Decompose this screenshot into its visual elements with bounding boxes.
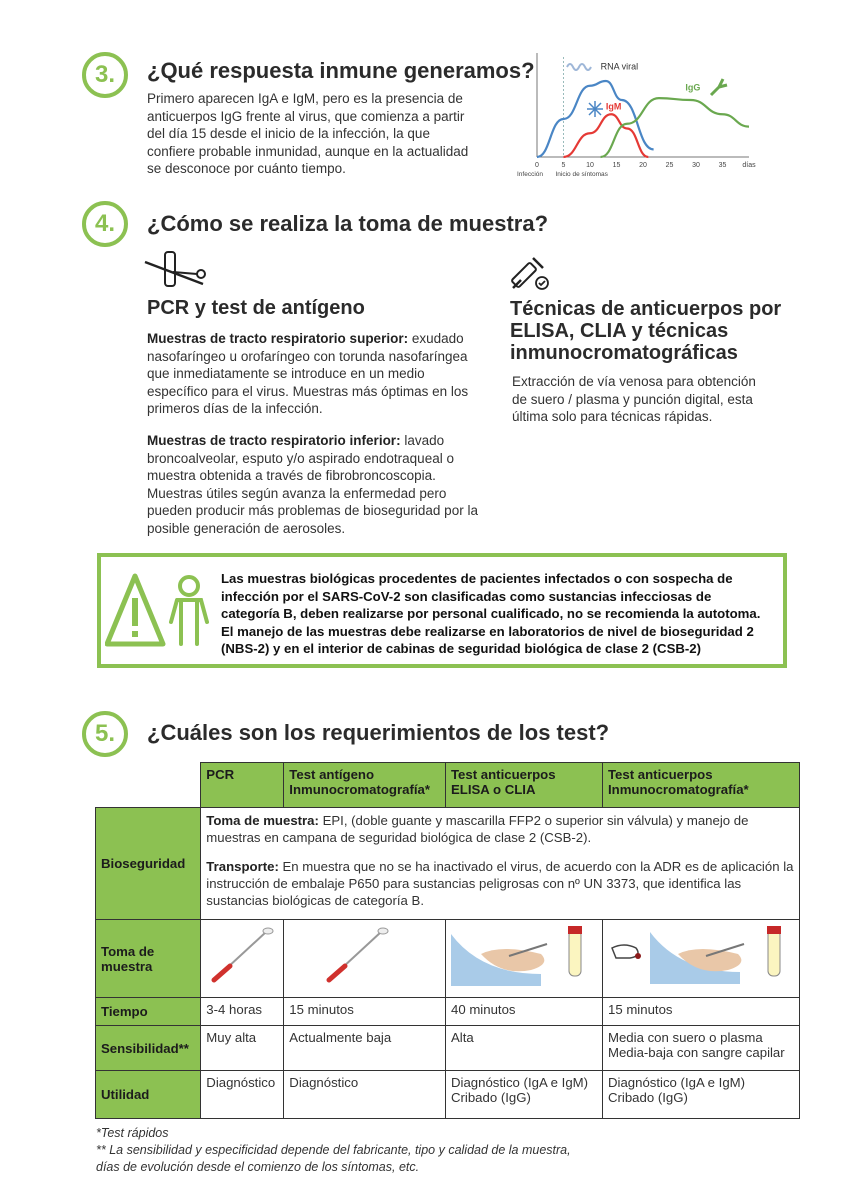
table-row <box>96 1071 800 1119</box>
x-tick-label: 25 <box>665 162 674 169</box>
warning-text: Las muestras biológicas procedentes de pacientes infectados o con sospecha de infección por el SARS-CoV-2 son clasificadas como sustancias infecciosas de categoría B, deben realizarse por personal cualificado, no se recomienda la autotoma. El manejo de las muestras debe realizarse en laboratorios de nivel de bioseguridad 2 (NBS-2) y en el interior de cabinas de seguridad biológica de clase 2 (CSB-2) <box>221 571 761 656</box>
table-header-row <box>96 763 800 808</box>
chart-series <box>537 81 749 157</box>
lower-tract-text: lavado broncoalveolar, esputo y/o aspirado endotraqueal o muestra obtenida a través de fibrobroncoscopia. Muestras útiles según avanza la enfermedad pero pueden producir más problemas de bioseguridad por la posible generación de aerosoles. <box>147 433 478 536</box>
sens-antigen: Actualmente baja <box>284 1026 446 1071</box>
tiempo-antigen: 15 minutos <box>284 998 446 1026</box>
section-4-number: 4. <box>82 201 128 247</box>
table-row <box>96 920 800 998</box>
table-row <box>96 808 800 920</box>
x-tick-label: 35 <box>718 162 727 169</box>
syringe-icon <box>509 252 553 292</box>
table-row <box>96 998 800 1026</box>
sens-pcr: Muy alta <box>201 1026 284 1071</box>
biohazard-warning-icon <box>105 572 215 650</box>
series-label: RNA viral <box>600 61 639 72</box>
section-3-number: 3. <box>82 52 128 98</box>
table-corner <box>96 763 201 808</box>
header-antibody-rapid: Test anticuerpos Inmunocromatografía* <box>602 763 799 808</box>
table-row <box>96 1026 800 1071</box>
toma-rapid-cell <box>602 920 799 998</box>
sens-elisa: Alta <box>445 1026 602 1071</box>
x-tick-label: 5 <box>561 162 566 169</box>
series-label: IgG <box>685 82 701 93</box>
row-label-sensibilidad: Sensibilidad** <box>96 1026 201 1071</box>
antibody-icon <box>711 79 727 95</box>
toma-antigen-cell <box>284 920 446 998</box>
transporte-label: Transporte: <box>206 859 279 874</box>
upper-tract-text: exudado nasofaríngeo u orofaríngeo con torunda nasofaríngea que inmediatamente se introduce en un medio específico para el virus. Muestras más óptimas en los primeros días de la infección. <box>147 331 469 416</box>
x-tick-label: 0 <box>535 162 539 169</box>
swab-image <box>206 924 278 986</box>
toma-label: Toma de muestra: <box>206 813 319 828</box>
tiempo-pcr: 3-4 horas <box>201 998 284 1026</box>
row-label-utilidad: Utilidad <box>96 1071 201 1119</box>
lower-tract-label: Muestras de tracto respiratorio inferior: <box>147 433 401 448</box>
lower-tract-paragraph <box>147 432 487 537</box>
x-tick-label: 30 <box>692 162 700 169</box>
footnote-sensitivity: ** La sensibilidad y especificidad depende del fabricante, tipo y calidad de la muestra, <box>96 1143 571 1157</box>
tiempo-elisa: 40 minutos <box>445 998 602 1026</box>
x-unit-label: días <box>742 162 756 169</box>
toma-text: EPI, (doble guante y mascarilla FFP2 o superior sin válvula) y manejo de muestras en campana de seguridad biológica de clase 2 (CSB-2). <box>206 813 749 845</box>
util-antigen: Diagnóstico <box>284 1071 446 1119</box>
section-3-title: ¿Qué respuesta inmune generamos? <box>147 58 535 83</box>
rna-wave-icon <box>567 64 591 70</box>
infection-annotation: Infección <box>517 171 544 178</box>
protective-suit-icon <box>171 577 207 644</box>
pcr-title: PCR y test de antígeno <box>147 297 365 319</box>
util-elisa: Diagnóstico (IgA e IgM) Cribado (IgG) <box>445 1071 602 1119</box>
x-tick-label: 20 <box>639 162 647 169</box>
transporte-text: En muestra que no se ha inactivado el virus, de acuerdo con la ADR es de aplicación la instrucción de embalaje P650 para sustancias peligrosas con nº UN 3373, que identifica las sustancias biológicas de categoría B. <box>206 859 794 908</box>
header-pcr: PCR <box>201 763 284 808</box>
section-3-text: Primero aparecen IgA e IgM, pero es la presencia de anticuerpos IgG frente al virus, que comienza a partir del día 15 desde el inicio de la infección, la que confiere probable inmunidad, aunque en la actualidad se desconoce por cuánto tiempo. <box>147 91 469 176</box>
blood-draw-image <box>451 924 597 986</box>
section-5-title: ¿Cuáles son los requerimientos de los test? <box>147 720 610 745</box>
bioseguridad-cell <box>201 808 800 920</box>
virus-icon <box>587 101 603 117</box>
requirements-table <box>95 762 800 1119</box>
immune-response-chart <box>515 45 765 180</box>
tiempo-rapid: 15 minutos <box>602 998 799 1026</box>
section-5-number: 5. <box>82 711 128 757</box>
header-elisa-clia: Test anticuerpos ELISA o CLIA <box>445 763 602 808</box>
swab-icon <box>143 250 207 290</box>
util-rapid: Diagnóstico (IgA e IgM) Cribado (IgG) <box>602 1071 799 1119</box>
upper-tract-paragraph <box>147 330 487 418</box>
section-4-title: ¿Cómo se realiza la toma de muestra? <box>147 211 549 236</box>
upper-tract-label: Muestras de tracto respiratorio superior: <box>147 331 409 346</box>
finger-prick-image <box>608 924 794 986</box>
x-tick-label: 10 <box>586 162 594 169</box>
footnote-rapid-tests: *Test rápidos <box>96 1126 169 1140</box>
x-tick-label: 15 <box>612 162 621 169</box>
sens-rapid: Media con suero o plasma Media-baja con sangre capilar <box>602 1026 799 1071</box>
toma-elisa-cell <box>445 920 602 998</box>
chart-series-labels <box>601 62 701 112</box>
antibody-techniques-title: Técnicas de anticuerpos por ELISA, CLIA y técnicas inmunocromatográficas <box>510 298 782 364</box>
symptom-onset-annotation: Inicio de síntomas <box>555 171 608 178</box>
chart-ticks <box>517 162 756 178</box>
footnote-sensitivity-cont: días de evolución desde el comienzo de los síntomas, etc. <box>96 1160 420 1174</box>
swab-image <box>289 924 439 986</box>
series-label: IgM <box>605 101 622 112</box>
row-label-toma: Toma de muestra <box>96 920 201 998</box>
header-antigen-test: Test antígeno Inmunocromatografía* <box>284 763 446 808</box>
util-pcr: Diagnóstico <box>201 1071 284 1119</box>
antibody-techniques-text: Extracción de vía venosa para obtención de suero / plasma y punción digital, esta última solo para técnicas rápidas. <box>512 374 756 424</box>
row-label-bioseguridad: Bioseguridad <box>96 808 201 920</box>
row-label-tiempo: Tiempo <box>96 998 201 1026</box>
toma-pcr-cell <box>201 920 284 998</box>
